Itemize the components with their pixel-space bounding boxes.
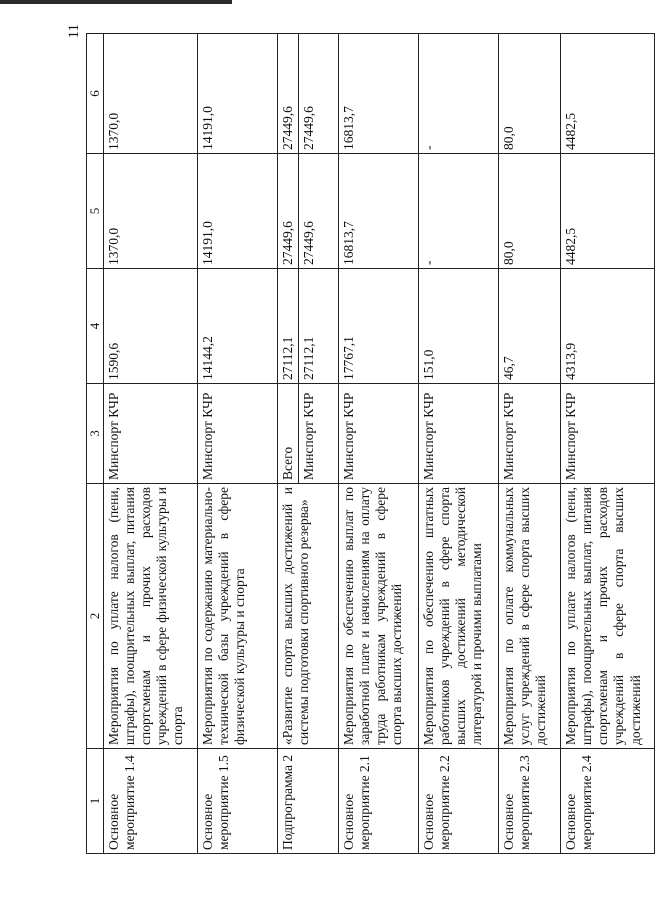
executor: Минспорт КЧР — [338, 384, 418, 484]
column-header: 6 — [87, 34, 104, 154]
column-header: 5 — [87, 154, 104, 269]
value-cell: 14144,2 — [197, 269, 277, 384]
activity-code: Основное мероприятие 1.5 — [197, 749, 277, 854]
column-header: 1 — [87, 749, 104, 854]
value-cell: 4482,5 — [560, 34, 654, 154]
value-cell: 14191,0 — [197, 154, 277, 269]
table-row — [498, 34, 560, 854]
page-content — [64, 24, 643, 854]
header-row — [87, 34, 104, 854]
column-header: 3 — [87, 384, 104, 484]
value-cell: 14191,0 — [197, 34, 277, 154]
activity-description: Мероприятия по обеспечению штатных работников учреждений в сфере спорта высших достижений методической литературой и прочими выплатами — [418, 484, 498, 749]
activity-description: Мероприятия по уплате налогов (пени, штрафы), поощрительных выплат, питания спортсменам и прочих расходов учреждений в сфере физической культуры и спорта — [103, 484, 197, 749]
activity-code: Основное мероприятие 1.4 — [103, 749, 197, 854]
column-header: 4 — [87, 269, 104, 384]
executor: Минспорт КЧР — [418, 384, 498, 484]
value-cell: 80,0 — [498, 34, 560, 154]
value-cell: 1370,0 — [103, 34, 197, 154]
activity-description: «Развитие спорта высших достижений и системы подготовки спортивного резерва» — [277, 484, 338, 749]
value-cell: 151,0 — [418, 269, 498, 384]
executor: Минспорт КЧР — [103, 384, 197, 484]
value-cell: 16813,7 — [338, 154, 418, 269]
value-cell: 1590,6 — [103, 269, 197, 384]
value-cell: 80,0 — [498, 154, 560, 269]
executor: Минспорт КЧР — [298, 384, 338, 484]
value-cell: 46,7 — [498, 269, 560, 384]
value-cell: 27449,6 — [277, 34, 298, 154]
activity-description: Мероприятия по содержанию материально-технической базы учреждений в сфере физической культуры и спорта — [197, 484, 277, 749]
executor: Минспорт КЧР — [498, 384, 560, 484]
value-cell: 27449,6 — [277, 154, 298, 269]
value-cell: 16813,7 — [338, 34, 418, 154]
executor: Всего — [277, 384, 298, 484]
executor: Минспорт КЧР — [197, 384, 277, 484]
value-cell: - — [418, 154, 498, 269]
activity-code: Подпрограмма 2 — [277, 749, 338, 854]
value-cell: 4313,9 — [560, 269, 654, 384]
value-cell: 1370,0 — [103, 154, 197, 269]
value-cell: 27112,1 — [298, 269, 338, 384]
activity-description: Мероприятия по уплате налогов (пени, штрафы), поощрительных выплат, питания спортсменам и прочих расходов учреждений в сфере спорта высших достижений — [560, 484, 654, 749]
table-row — [197, 34, 277, 854]
activity-description: Мероприятия по обеспечению выплат по заработной плате и начислениям на оплату труда работникам учреждений в сфере спорта высших достижений — [338, 484, 418, 749]
activity-description: Мероприятия по оплате коммунальных услуг учреждений в сфере спорта высших достижений — [498, 484, 560, 749]
value-cell: 4482,5 — [560, 154, 654, 269]
table-row — [277, 34, 298, 854]
table-row — [103, 34, 197, 854]
value-cell: 27449,6 — [298, 154, 338, 269]
budget-table — [86, 33, 655, 854]
table-row — [560, 34, 654, 854]
value-cell: 27449,6 — [298, 34, 338, 154]
value-cell: 27112,1 — [277, 269, 298, 384]
column-header: 2 — [87, 484, 104, 749]
table-row — [418, 34, 498, 854]
activity-code: Основное мероприятие 2.1 — [338, 749, 418, 854]
activity-code: Основное мероприятие 2.4 — [560, 749, 654, 854]
executor: Минспорт КЧР — [560, 384, 654, 484]
page-number: 11 — [66, 24, 82, 39]
activity-code: Основное мероприятие 2.2 — [418, 749, 498, 854]
value-cell: - — [418, 34, 498, 154]
value-cell: 17767,1 — [338, 269, 418, 384]
activity-code: Основное мероприятие 2.3 — [498, 749, 560, 854]
table-row — [338, 34, 418, 854]
